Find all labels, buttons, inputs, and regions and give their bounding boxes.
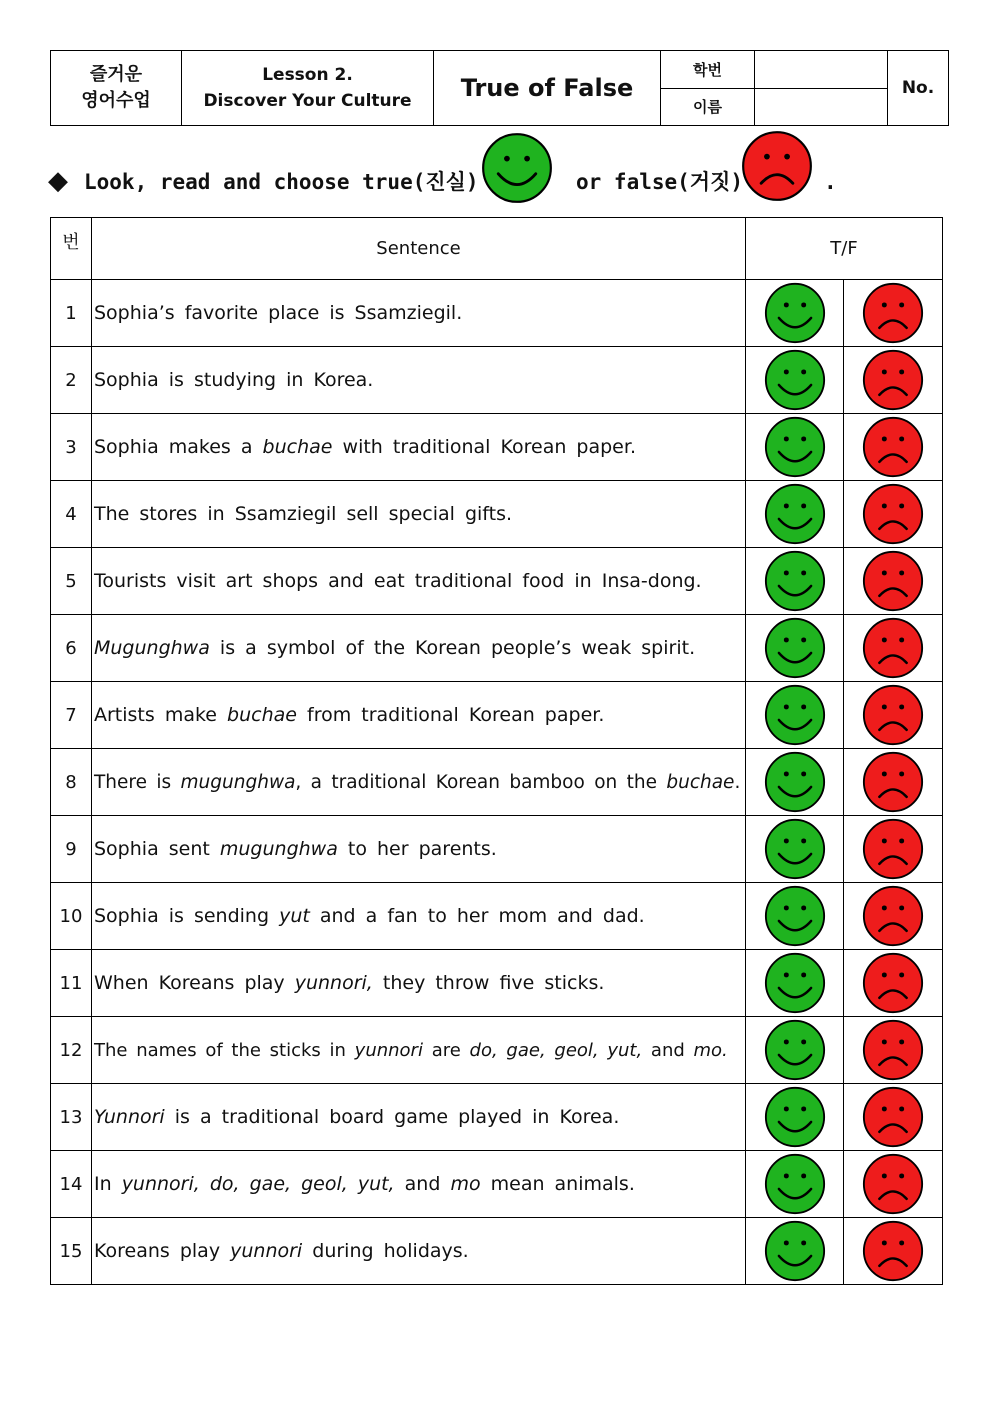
true-false-table	[50, 217, 943, 1285]
question-number: 7	[51, 682, 92, 749]
true-choice-cell[interactable]	[746, 1017, 844, 1084]
table-row	[51, 816, 943, 883]
sentence-text: are	[422, 1039, 470, 1061]
italic-term: mugunghwa	[219, 838, 338, 860]
true-choice-cell[interactable]	[746, 749, 844, 816]
sentence-text: The names of the sticks in	[94, 1039, 355, 1061]
question-number: 9	[51, 816, 92, 883]
italic-term: yunnori, do, gae, geol, yut,	[121, 1173, 395, 1195]
question-sentence	[92, 1218, 746, 1285]
class-name-line2: 영어수업	[81, 90, 151, 111]
sad-face-icon[interactable]	[862, 349, 924, 411]
italic-term: do, gae, geol, yut,	[469, 1039, 643, 1061]
name-field[interactable]	[755, 88, 888, 126]
true-choice-cell[interactable]	[746, 1218, 844, 1285]
sentence-text: Tourists visit art shops and eat traditional food in Insa-dong.	[94, 570, 702, 592]
sad-face-icon[interactable]	[862, 751, 924, 813]
sad-face-icon[interactable]	[862, 550, 924, 612]
question-sentence	[92, 883, 746, 950]
italic-term: buchae	[262, 436, 333, 458]
question-number: 4	[51, 481, 92, 548]
instruction-period: .	[824, 170, 837, 194]
question-sentence	[92, 1017, 746, 1084]
sentence-text: from traditional Korean paper.	[296, 704, 605, 726]
sentence-text: to her parents.	[337, 838, 497, 860]
italic-term: mo	[450, 1173, 481, 1195]
true-choice-cell[interactable]	[746, 1084, 844, 1151]
table-row	[51, 347, 943, 414]
sentence-text: In	[94, 1173, 122, 1195]
italic-term: yunnori,	[294, 972, 373, 994]
number-label: No.	[888, 51, 949, 126]
student-id-label: 학번	[661, 51, 755, 89]
true-choice-cell[interactable]	[746, 883, 844, 950]
italic-term: Mugunghwa	[94, 637, 210, 659]
smiley-face-icon	[481, 132, 553, 204]
sad-face-icon[interactable]	[862, 818, 924, 880]
sad-face-icon[interactable]	[862, 1019, 924, 1081]
smiley-face-icon[interactable]	[764, 282, 826, 344]
lesson-number: Lesson 2.	[262, 65, 353, 85]
sentence-text: .	[734, 771, 741, 793]
lesson-title	[182, 51, 434, 126]
smiley-face-icon[interactable]	[764, 684, 826, 746]
smiley-face-icon[interactable]	[764, 1086, 826, 1148]
question-number: 2	[51, 347, 92, 414]
sentence-text: and	[394, 1173, 451, 1195]
false-choice-cell[interactable]	[844, 749, 943, 816]
table-row	[51, 1218, 943, 1285]
smiley-face-icon[interactable]	[764, 349, 826, 411]
table-row	[51, 1151, 943, 1218]
italic-term: yunnori	[354, 1039, 423, 1061]
lesson-name: Discover Your Culture	[203, 91, 412, 111]
true-choice-cell[interactable]	[746, 682, 844, 749]
true-choice-cell[interactable]	[746, 816, 844, 883]
false-choice-cell[interactable]	[844, 1151, 943, 1218]
italic-term: Yunnori	[94, 1106, 165, 1128]
class-name-line1: 즐거운	[89, 64, 143, 85]
class-name	[51, 51, 182, 126]
student-id-field[interactable]	[755, 51, 888, 89]
sad-face-icon[interactable]	[862, 885, 924, 947]
sentence-text: and	[642, 1039, 694, 1061]
sentence-text: during holidays.	[302, 1240, 469, 1262]
table-row	[51, 481, 943, 548]
true-choice-cell[interactable]	[746, 347, 844, 414]
sad-face-icon[interactable]	[862, 483, 924, 545]
instruction-text-true: Look, read and choose true(진실)	[84, 170, 479, 194]
sad-face-icon[interactable]	[862, 684, 924, 746]
question-sentence	[92, 481, 746, 548]
instruction-line	[48, 128, 948, 206]
instruction-text-false: or false(거짓)	[576, 170, 744, 194]
italic-term: mugunghwa	[180, 771, 296, 793]
smiley-face-icon[interactable]	[764, 483, 826, 545]
question-sentence	[92, 749, 746, 816]
sad-face-icon[interactable]	[862, 416, 924, 478]
sentence-text: When Koreans play	[94, 972, 295, 994]
true-choice-cell[interactable]	[746, 615, 844, 682]
false-choice-cell[interactable]	[844, 883, 943, 950]
smiley-face-icon[interactable]	[764, 617, 826, 679]
true-choice-cell[interactable]	[746, 481, 844, 548]
question-number: 8	[51, 749, 92, 816]
true-choice-cell[interactable]	[746, 950, 844, 1017]
sad-face-icon[interactable]	[862, 1153, 924, 1215]
sad-face-icon[interactable]	[862, 282, 924, 344]
smiley-face-icon[interactable]	[764, 416, 826, 478]
question-number: 15	[51, 1218, 92, 1285]
sentence-text: and a fan to her mom and dad.	[309, 905, 645, 927]
question-sentence	[92, 682, 746, 749]
smiley-face-icon[interactable]	[764, 885, 826, 947]
question-sentence	[92, 548, 746, 615]
false-choice-cell[interactable]	[844, 1017, 943, 1084]
sentence-text: Artists make	[94, 704, 228, 726]
question-number: 13	[51, 1084, 92, 1151]
false-choice-cell[interactable]	[844, 682, 943, 749]
column-header-number: 번	[51, 218, 92, 280]
false-choice-cell[interactable]	[844, 950, 943, 1017]
table-row	[51, 1084, 943, 1151]
question-number: 11	[51, 950, 92, 1017]
sentence-text: Sophia is studying in Korea.	[94, 369, 374, 391]
worksheet-title: True of False	[434, 51, 661, 126]
sentence-text: Sophia sent	[94, 838, 220, 860]
table-body	[51, 280, 943, 1285]
italic-term: mo.	[693, 1039, 728, 1061]
question-sentence	[92, 347, 746, 414]
false-choice-cell[interactable]	[844, 414, 943, 481]
question-number: 1	[51, 280, 92, 347]
question-sentence	[92, 950, 746, 1017]
sad-face-icon	[741, 130, 813, 202]
question-sentence	[92, 615, 746, 682]
column-header-sentence: Sentence	[92, 218, 746, 280]
sentence-text: Sophia makes a	[94, 436, 263, 458]
table-header-row	[51, 218, 943, 280]
table-row	[51, 1017, 943, 1084]
true-choice-cell[interactable]	[746, 548, 844, 615]
sentence-text: is a traditional board game played in Korea.	[164, 1106, 620, 1128]
question-number: 14	[51, 1151, 92, 1218]
table-row	[51, 950, 943, 1017]
question-sentence	[92, 414, 746, 481]
sentence-text: There is	[94, 771, 181, 793]
italic-term: yut	[279, 905, 310, 927]
question-sentence	[92, 816, 746, 883]
false-choice-cell[interactable]	[844, 280, 943, 347]
smiley-face-icon[interactable]	[764, 550, 826, 612]
smiley-face-icon[interactable]	[764, 1220, 826, 1282]
table-row	[51, 749, 943, 816]
question-number: 6	[51, 615, 92, 682]
italic-term: yunnori	[230, 1240, 303, 1262]
table-row	[51, 414, 943, 481]
sad-face-icon[interactable]	[862, 617, 924, 679]
true-choice-cell[interactable]	[746, 414, 844, 481]
true-choice-cell[interactable]	[746, 280, 844, 347]
table-row	[51, 280, 943, 347]
sentence-text: The stores in Ssamziegil sell special gifts.	[94, 503, 513, 525]
table-row	[51, 615, 943, 682]
sentence-text: , a traditional Korean bamboo on the	[295, 771, 667, 793]
question-sentence	[92, 280, 746, 347]
column-header-tf: T/F	[746, 218, 943, 280]
sentence-text: Sophia is sending	[94, 905, 280, 927]
question-sentence	[92, 1084, 746, 1151]
sad-face-icon[interactable]	[862, 1086, 924, 1148]
diamond-bullet-icon: ◆	[48, 166, 68, 196]
question-number: 10	[51, 883, 92, 950]
sentence-text: with traditional Korean paper.	[332, 436, 636, 458]
sentence-text: they throw five sticks.	[372, 972, 605, 994]
name-label: 이름	[661, 88, 755, 126]
table-row	[51, 682, 943, 749]
worksheet-header	[50, 50, 949, 126]
false-choice-cell[interactable]	[844, 1084, 943, 1151]
false-choice-cell[interactable]	[844, 1218, 943, 1285]
italic-term: buchae	[227, 704, 297, 726]
true-choice-cell[interactable]	[746, 1151, 844, 1218]
false-choice-cell[interactable]	[844, 816, 943, 883]
false-choice-cell[interactable]	[844, 548, 943, 615]
smiley-face-icon[interactable]	[764, 751, 826, 813]
false-choice-cell[interactable]	[844, 481, 943, 548]
sad-face-icon[interactable]	[862, 1220, 924, 1282]
question-number: 5	[51, 548, 92, 615]
question-number: 3	[51, 414, 92, 481]
smiley-face-icon[interactable]	[764, 818, 826, 880]
sentence-text: is a symbol of the Korean people’s weak spirit.	[209, 637, 696, 659]
sentence-text: Koreans play	[94, 1240, 231, 1262]
sentence-text: Sophia’s favorite place is Ssamziegil.	[94, 302, 463, 324]
false-choice-cell[interactable]	[844, 615, 943, 682]
table-row	[51, 883, 943, 950]
question-number: 12	[51, 1017, 92, 1084]
smiley-face-icon[interactable]	[764, 1019, 826, 1081]
sad-face-icon[interactable]	[862, 952, 924, 1014]
smiley-face-icon[interactable]	[764, 952, 826, 1014]
table-row	[51, 548, 943, 615]
sentence-text: mean animals.	[480, 1173, 635, 1195]
smiley-face-icon[interactable]	[764, 1153, 826, 1215]
false-choice-cell[interactable]	[844, 347, 943, 414]
question-sentence	[92, 1151, 746, 1218]
italic-term: buchae	[666, 771, 735, 793]
